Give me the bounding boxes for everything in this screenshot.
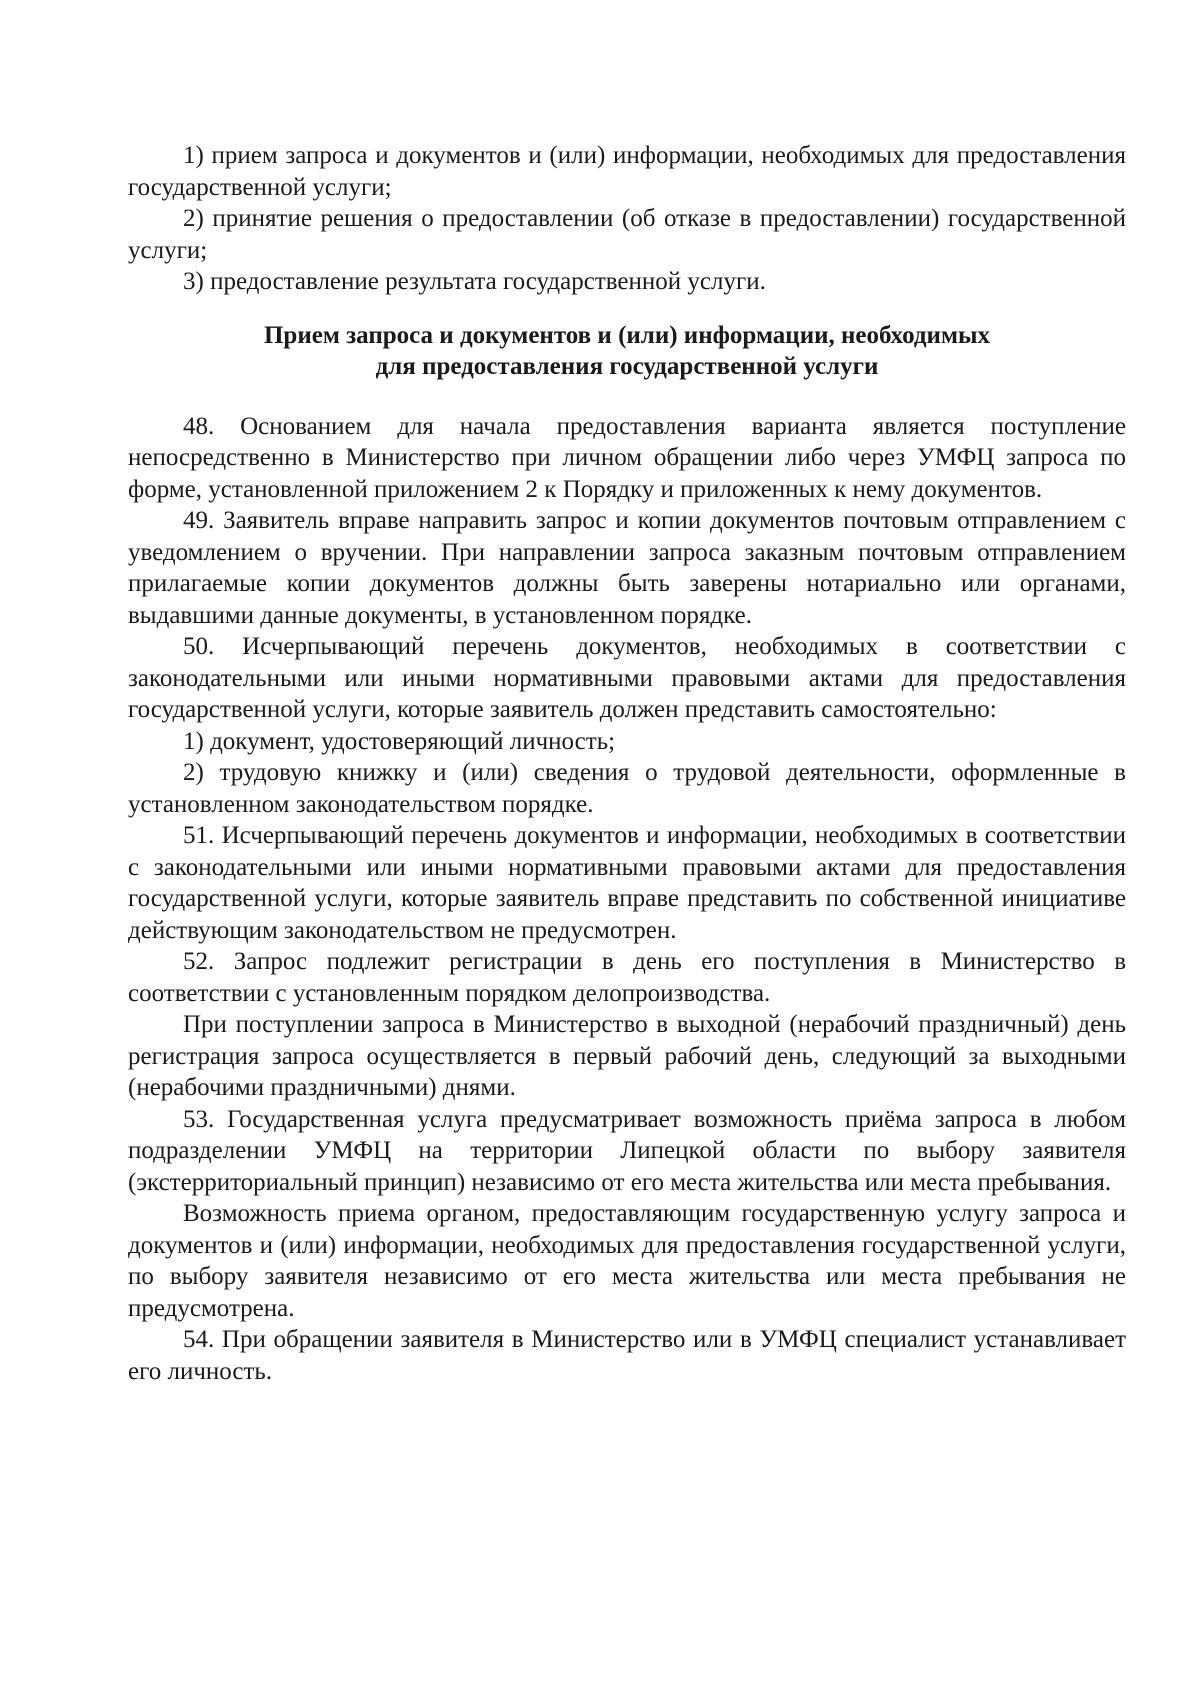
paragraph-53: 53. Государственная услуга предусматривает возможность приёма запроса в любом подразделении УМФЦ на территории Липецкой области по выбору заявителя (экстерриториальный принцип) независимо от его места жительства или места пребывания. bbox=[128, 1105, 1126, 1196]
paragraph-52-continued: При поступлении запроса в Министерство в выходной (нерабочий праздничный) день регистрация запроса осуществляется в первый рабочий день, следующий за выходными (нерабочими праздничными) днями. bbox=[128, 1011, 1126, 1101]
paragraph-52: 52. Запрос подлежит регистрации в день его поступления в Министерство в соответствии с установленным порядком делопроизводства. bbox=[128, 948, 1126, 1007]
intro-item-2: 2) принятие решения о предоставлении (об отказе в предоставлении) государственной услуги; bbox=[128, 205, 1126, 264]
paragraph-50-item-1: 1) документ, удостоверяющий личность; bbox=[183, 727, 616, 755]
document-page bbox=[128, 140, 1126, 1387]
paragraph-53-continued: Возможность приема органом, предоставляющим государственную услугу запроса и документов и (или) информации, необходимых для предоставления государственной услуги, по выбору заявителя независимо от его места жительства или места пребывания не предусмотрена. bbox=[128, 1200, 1126, 1322]
paragraph-50: 50. Исчерпывающий перечень документов, необходимых в соответствии с законодательными или иными нормативными правовыми актами для предоставления государственной услуги, которые заявитель должен представить самостоятельно: bbox=[128, 633, 1126, 723]
paragraph-51: 51. Исчерпывающий перечень документов и информации, необходимых в соответствии с законодательными или иными нормативными правовыми актами для предоставления государственной услуги, которые заявитель вправе представить по собственной инициативе действующим законодательством не предусмотрен. bbox=[128, 822, 1126, 944]
paragraph-49: 49. Заявитель вправе направить запрос и копии документов почтовым отправлением с уведомлением о вручении. При направлении запроса заказным почтовым отправлением прилагаемые копии документов должны быть заверены нотариально или органами, выдавшими данные документы, в установленном порядке. bbox=[128, 507, 1126, 629]
paragraph-48: 48. Основанием для начала предоставления варианта является поступление непосредственно в Министерство при личном обращении либо через УМФЦ запроса по форме, установленной приложением 2 к Порядку и приложенных к нему документов. bbox=[128, 412, 1126, 503]
section-heading bbox=[128, 320, 1126, 383]
paragraph-50-item-2: 2) трудовую книжку и (или) сведения о трудовой деятельности, оформленные в установленном законодательством порядке. bbox=[128, 759, 1126, 818]
intro-item-1: 1) прием запроса и документов и (или) информации, необходимых для предоставления государственной услуги; bbox=[128, 142, 1126, 201]
paragraph-54: 54. При обращении заявителя в Министерство или в УМФЦ специалист устанавливает его личность. bbox=[128, 1326, 1126, 1385]
section-heading-line-1: Прием запроса и документов и (или) информации, необходимых bbox=[263, 321, 990, 349]
intro-item-3: 3) предоставление результата государственной услуги. bbox=[183, 268, 766, 295]
section-heading-line-2: для предоставления государственной услуги bbox=[375, 353, 879, 380]
